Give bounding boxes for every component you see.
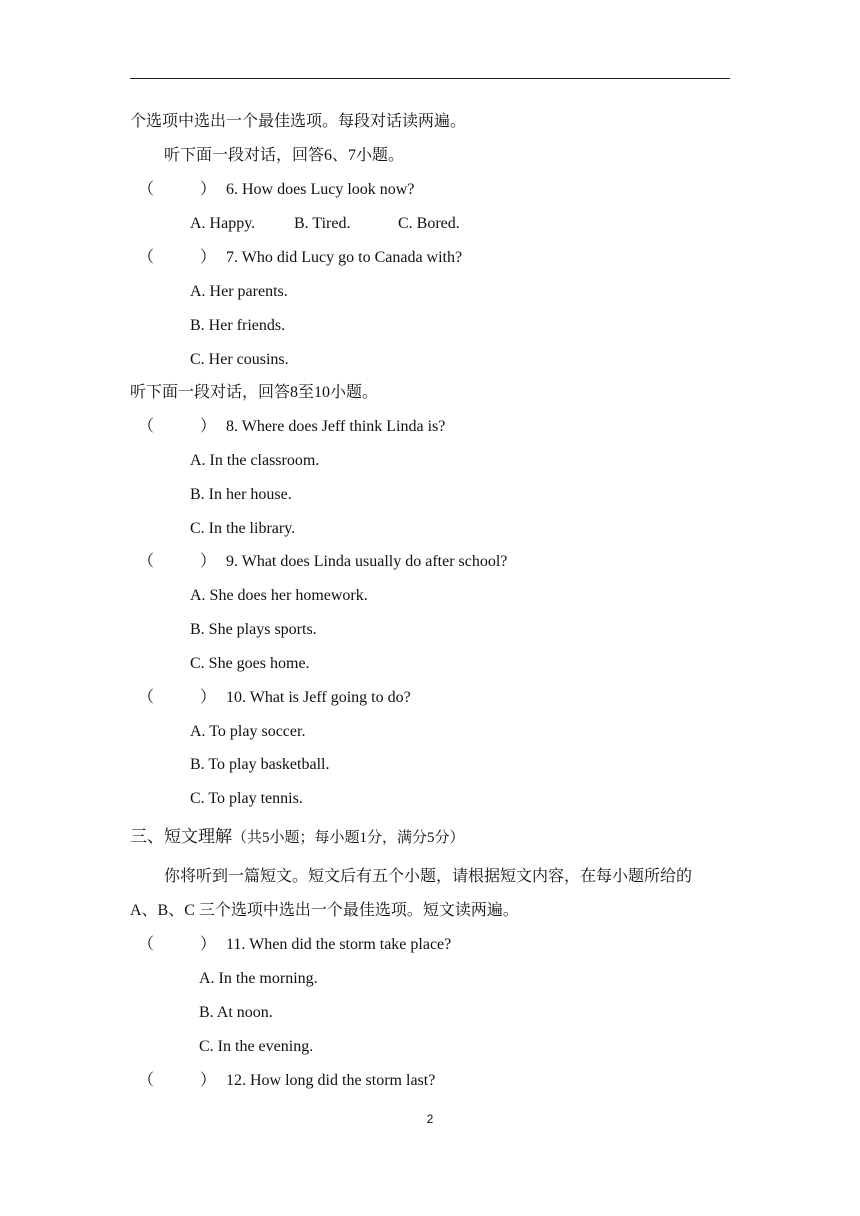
options-row — [190, 214, 460, 234]
answer-bracket-open[interactable]: （ — [138, 936, 155, 953]
header-rule — [130, 78, 730, 79]
option-a: A. Her parents. — [190, 283, 288, 300]
option-b: B. In her house. — [190, 486, 292, 503]
answer-bracket-close: ） — [200, 689, 217, 706]
option-b: B. Her friends. — [190, 317, 286, 334]
question-text: 10. What is Jeff going to do? — [226, 689, 411, 706]
answer-bracket-open[interactable]: （ — [138, 181, 155, 198]
question-text: 8. Where does Jeff think Linda is? — [226, 418, 446, 435]
section-3-heading — [130, 827, 465, 848]
option-c: C. In the evening. — [199, 1038, 314, 1055]
option-b: B. Tired. — [294, 215, 351, 232]
option-a: A. To play soccer. — [190, 723, 306, 740]
section-3-instruction-line1: 你将听到一篇短文。短文后有五个小题，请根据短文内容，在每小题所给的 — [164, 868, 693, 885]
option-b: B. At noon. — [199, 1004, 273, 1021]
dialog2-intro: 听下面一段对话，回答8至10小题。 — [130, 384, 379, 401]
dialog1-intro: 听下面一段对话，回答6、7小题。 — [164, 147, 405, 164]
answer-bracket-open[interactable]: （ — [138, 418, 155, 435]
answer-bracket-close: ） — [200, 418, 217, 435]
option-c: C. To play tennis. — [190, 790, 303, 807]
option-c: C. She goes home. — [190, 655, 310, 672]
question-text: 6. How does Lucy look now? — [226, 181, 415, 198]
question-text: 9. What does Linda usually do after school? — [226, 553, 508, 570]
answer-bracket-close: ） — [200, 936, 217, 953]
option-a: A. In the morning. — [199, 970, 318, 987]
answer-bracket-close: ） — [200, 553, 217, 570]
section-3-instruction-line2: A、B、C 三个选项中选出一个最佳选项。短文读两遍。 — [130, 902, 519, 919]
section-3-title: 三、短文理解 — [130, 827, 232, 847]
answer-bracket-open[interactable]: （ — [138, 1072, 155, 1089]
answer-bracket-close: ） — [200, 1072, 217, 1089]
answer-bracket-open[interactable]: （ — [138, 689, 155, 706]
section-3-note: （共5小题；每小题1分，满分5分） — [232, 830, 465, 846]
option-c: C. In the library. — [190, 520, 296, 537]
answer-bracket-open[interactable]: （ — [138, 249, 155, 266]
option-a: A. She does her homework. — [190, 587, 368, 604]
option-b: B. She plays sports. — [190, 621, 317, 638]
option-a: A. Happy. — [190, 215, 256, 232]
answer-bracket-close: ） — [200, 249, 217, 266]
answer-bracket-open[interactable]: （ — [138, 553, 155, 570]
question-text: 12. How long did the storm last? — [226, 1072, 436, 1089]
answer-bracket-close: ） — [200, 181, 217, 198]
option-c: C. Bored. — [398, 215, 460, 232]
instruction-tail: 个选项中选出一个最佳选项。每段对话读两遍。 — [130, 113, 467, 130]
page-number: 2 — [426, 1112, 434, 1126]
question-text: 11. When did the storm take place? — [226, 936, 452, 953]
option-c: C. Her cousins. — [190, 351, 289, 368]
option-a: A. In the classroom. — [190, 452, 320, 469]
question-text: 7. Who did Lucy go to Canada with? — [226, 249, 463, 266]
option-b: B. To play basketball. — [190, 756, 330, 773]
